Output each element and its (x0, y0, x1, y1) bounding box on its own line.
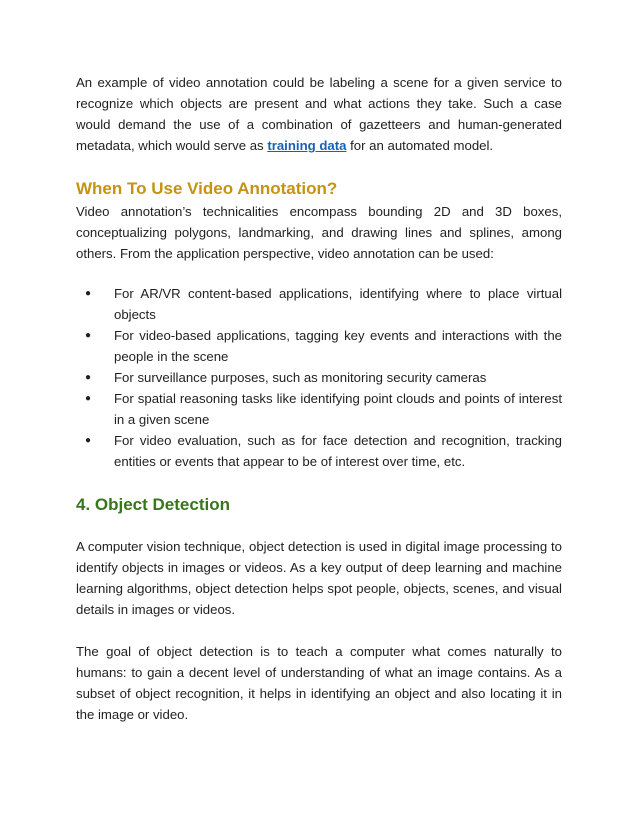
when-to-use-paragraph: Video annotation’s technicalities encompass bounding 2D and 3D boxes, conceptualizing polygons, landmarking, and drawing lines and splines, among others. From the application perspective, video annotation can be used: (76, 204, 562, 261)
bullet-icon: ● (85, 288, 92, 299)
document-page (76, 72, 562, 725)
list-item-text: For surveillance purposes, such as monitoring security cameras (114, 370, 487, 385)
intro-text-after-link: for an automated model. (346, 138, 494, 153)
list-item-text: For AR/VR content-based applications, identifying where to place virtual objects (114, 286, 562, 322)
intro-text-before-link: An example of video annotation could be labeling a scene for a given service to recognize which objects are present and what actions they take. Such a case would demand the use of a combination of gazetteers and human-generated metadata, which would serve as (76, 75, 562, 153)
bullet-icon: ● (85, 393, 92, 404)
bullet-icon: ● (85, 435, 92, 446)
intro-paragraph (76, 72, 562, 156)
list-item-text: For video evaluation, such as for face detection and recognition, tracking entities or events that appear to be of interest over time, etc. (114, 433, 562, 469)
bullet-icon: ● (85, 372, 92, 383)
object-detection-paragraph-2: The goal of object detection is to teach a computer what comes naturally to humans: to gain a decent level of understanding of what an image contains. As a subset of object recognition, it helps in identifying an object and also locating it in the image or video. (76, 644, 562, 722)
list-item (76, 388, 562, 430)
list-item (76, 325, 562, 367)
spacer (76, 620, 562, 641)
list-item-text: For video-based applications, tagging key events and interactions with the people in the scene (114, 328, 562, 364)
when-to-use-heading: When To Use Video Annotation? (76, 179, 338, 198)
list-item (76, 283, 562, 325)
spacer (76, 517, 562, 536)
use-cases-list (76, 283, 562, 472)
list-item (76, 430, 562, 472)
object-detection-paragraph-1: A computer vision technique, object detection is used in digital image processing to identify objects in images or videos. As a key output of deep learning and machine learning algorithms, object detection helps spot people, objects, scenes, and visual details in images or videos. (76, 539, 562, 617)
training-data-link[interactable]: training data (267, 138, 347, 153)
bullet-icon: ● (85, 330, 92, 341)
list-item-text: For spatial reasoning tasks like identifying point clouds and points of interest in a given scene (114, 391, 562, 427)
object-detection-heading: 4. Object Detection (76, 495, 230, 514)
list-item (76, 367, 562, 388)
